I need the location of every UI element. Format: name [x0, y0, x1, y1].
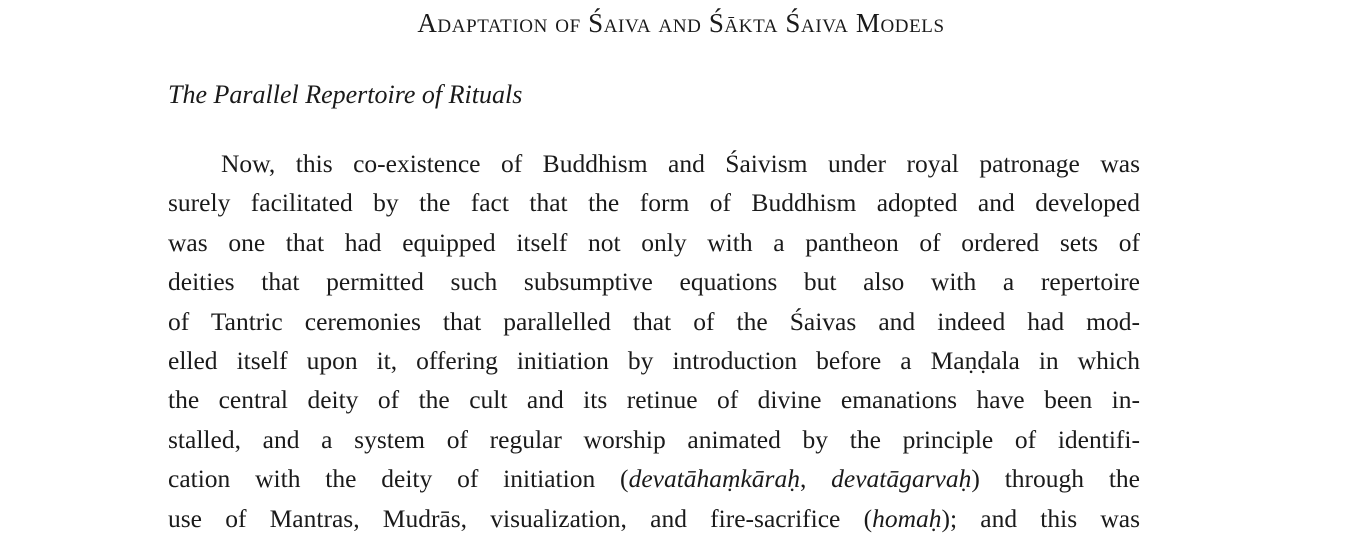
sanskrit-term-devatagarvah: devatāgarvaḥ	[831, 464, 972, 494]
line-9-text-before: cation with the deity of initiation (	[168, 464, 629, 494]
sanskrit-term-homah: homaḥ	[872, 503, 942, 533]
sanskrit-term-devatahamkarah: devatāhaṃkāraḥ	[628, 464, 800, 494]
paragraph-line-9	[168, 459, 1140, 498]
paragraph-line-6: elled itself upon it, offering initiation by introduction before a Maṇḍala in which	[168, 345, 1140, 375]
line-10-text-after: ); and this was	[941, 503, 1140, 533]
paragraph-line-4: deities that permitted such subsumptive equations but also with a repertoire	[168, 267, 1140, 297]
running-header: Adaptation of Śaiva and Śākta Śaiva Models	[417, 8, 945, 38]
paragraph-line-1: Now, this co-existence of Buddhism and Śaivism under royal patronage was	[221, 149, 1140, 178]
paragraph-line-8: stalled, and a system of regular worship animated by the principle of identifi-	[168, 424, 1140, 454]
paragraph-line-5: of Tantric ceremonies that parallelled that of the Śaivas and indeed had mod-	[168, 306, 1140, 336]
paragraph-line-2: surely facilitated by the fact that the form of Buddhism adopted and developed	[168, 188, 1140, 218]
paragraph-line-7: the central deity of the cult and its retinue of divine emanations have been in-	[168, 385, 1140, 415]
line-9-text-after: ) through the	[971, 464, 1140, 494]
line-9-separator: ,	[799, 464, 832, 494]
body-paragraph	[168, 144, 1140, 538]
section-heading: The Parallel Repertoire of Rituals	[168, 80, 523, 109]
paragraph-line-3: was one that had equipped itself not only with a pantheon of ordered sets of	[168, 227, 1140, 257]
paragraph-line-10	[168, 499, 1140, 538]
line-10-text-before: use of Mantras, Mudrās, visualization, and fire-sacrifice (	[168, 503, 873, 533]
